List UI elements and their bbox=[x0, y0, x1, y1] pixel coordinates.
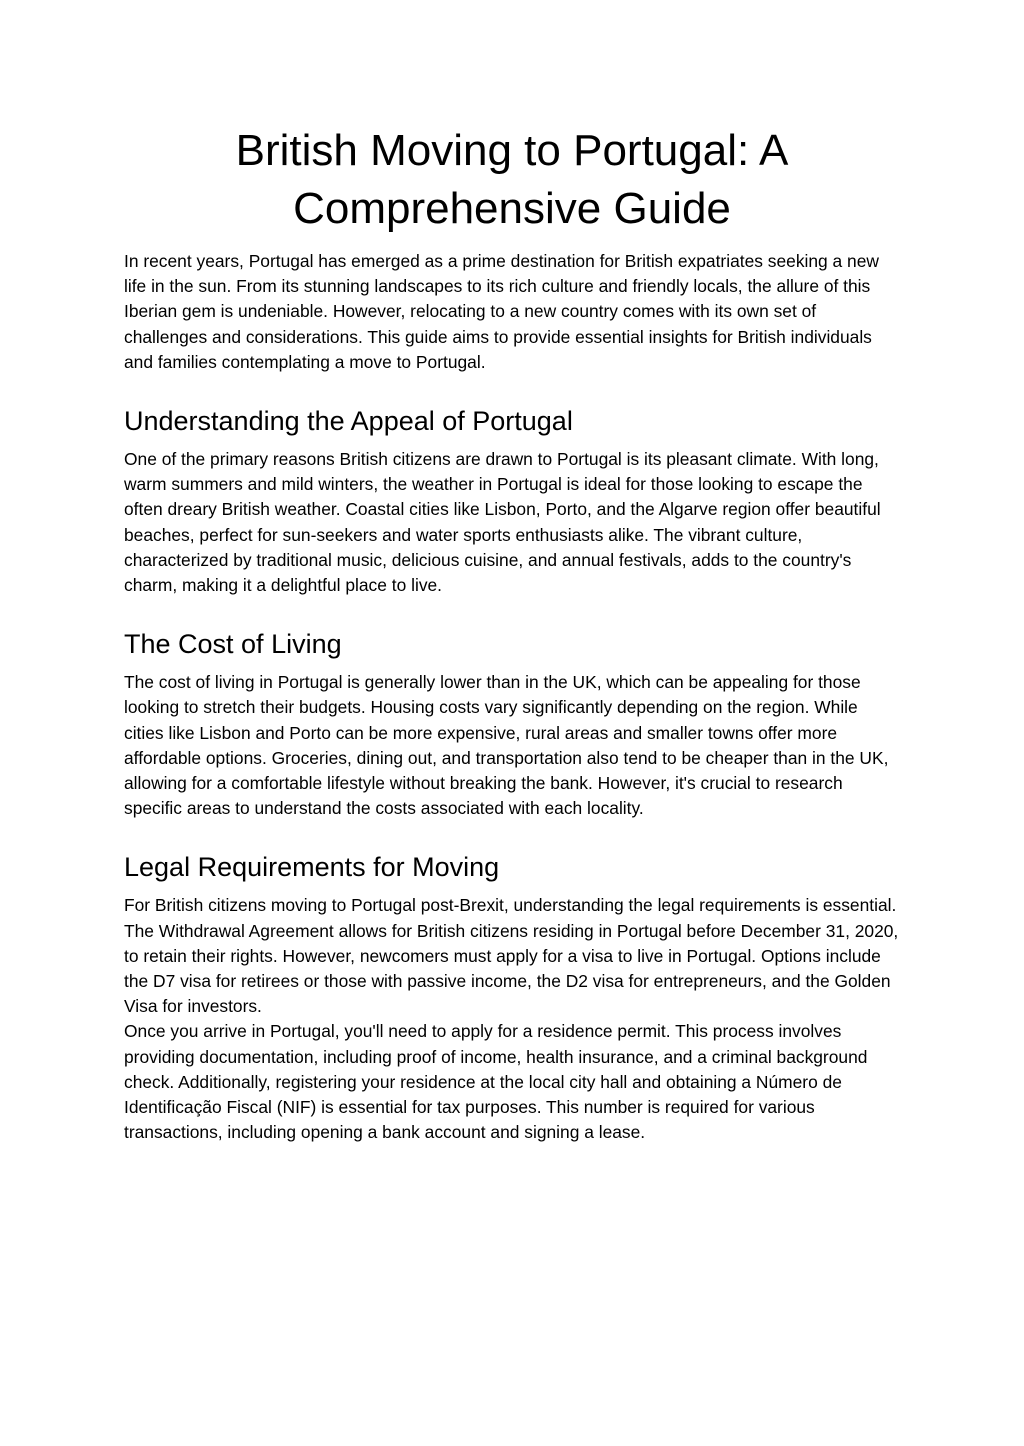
cost-of-living-paragraph: The cost of living in Portugal is generally lower than in the UK, which can be appealing for those looking to stretch their budgets. Housing costs vary significantly depending on the region. While cities like Lisbon and Porto can be more expensive, rural areas and smaller towns offer more affordable options. Groceries, dining out, and transportation also tend to be cheaper than in the UK, allowing for a comfortable lifestyle without breaking the bank. However, it's crucial to research specific areas to understand the costs associated with each locality. bbox=[124, 672, 889, 819]
intro-paragraph: In recent years, Portugal has emerged as a prime destination for British expatriates seeking a new life in the sun. From its stunning landscapes to its rich culture and friendly locals, the allure of this Iberian gem is undeniable. However, relocating to a new country comes with its own set of challenges and considerations. This guide aims to provide essential insights for British individuals and families contemplating a move to Portugal. bbox=[124, 251, 879, 372]
section-heading-cost-of-living: The Cost of Living bbox=[124, 629, 342, 660]
legal-requirements-paragraph-1: For British citizens moving to Portugal post-Brexit, understanding the legal requirements is essential. The Withdrawal Agreement allows for British citizens residing in Portugal before December 31, 2020, to retain their rights. However, newcomers must apply for a visa to live in Portugal. Options include the D7 visa for retirees or those with passive income, the D2 visa for entrepreneurs, and the Golden Visa for investors. bbox=[124, 895, 899, 1017]
title-line-2: Comprehensive Guide bbox=[293, 184, 731, 233]
page-title bbox=[124, 122, 900, 238]
title-line-1: British Moving to Portugal: A bbox=[235, 126, 789, 175]
section-heading-appeal: Understanding the Appeal of Portugal bbox=[124, 406, 573, 437]
appeal-paragraph: One of the primary reasons British citizens are drawn to Portugal is its pleasant climate. With long, warm summers and mild winters, the weather in Portugal is ideal for those looking to escape the often dreary British weather. Coastal cities like Lisbon, Porto, and the Algarve region offer beautiful beaches, perfect for sun-seekers and water sports enthusiasts alike. The vibrant culture, characterized by traditional music, delicious cuisine, and annual festivals, adds to the country's charm, making it a delightful place to live. bbox=[124, 449, 881, 596]
section-heading-legal-requirements: Legal Requirements for Moving bbox=[124, 852, 500, 883]
legal-requirements-paragraph-2: Once you arrive in Portugal, you'll need to apply for a residence permit. This process involves providing documentation, including proof of income, health insurance, and a criminal background check. Additionally, registering your residence at the local city hall and obtaining a Número de Identificação Fiscal (NIF) is essential for tax purposes. This number is required for various transactions, including opening a bank account and signing a lease. bbox=[124, 1021, 868, 1143]
document-page bbox=[124, 122, 900, 1145]
